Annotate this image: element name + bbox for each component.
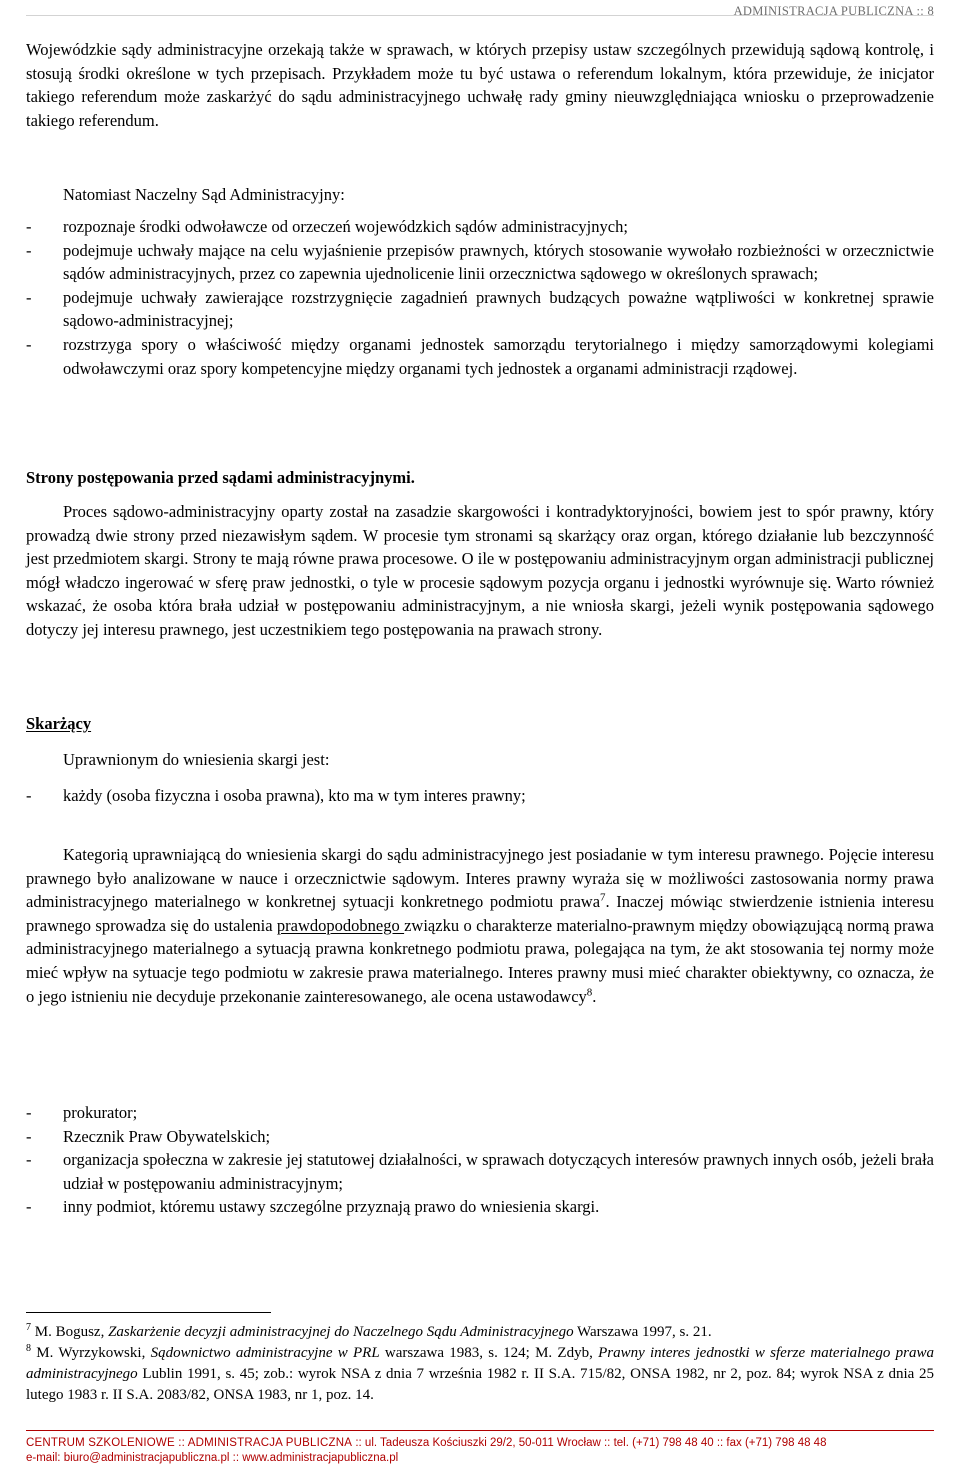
text-run: Lublin 1991, s. 45; zob.: wyrok NSA z dnia 7 września 1982 r. II S.A. 715/82, ONSA 1982, nr 2, poz. 84; wyrok NSA z dnia 25 lutego 1983 r. II S.A. 2083/82, ONSA 1983, nr 1, poz. 14. <box>26 1366 934 1403</box>
list-item-text: rozstrzyga spory o właściwość między organami jednostek samorządu terytorialnego i między samorządowymi kolegiami odwoławczymi oraz spory kompetencyjne między organami tych jednostek a organami administracji rządowej. <box>63 334 934 378</box>
text-run: związku o charakterze materialno-prawnym między obowiązującą normą prawa administracyjnego materialnego a sytuacją prawna konkretnego podmiotu prawa, polegająca na tym, że akt stosowania tej normy może mieć wpływ na sytuacje tego podmiotu w zakresie prawa materialnego. Interes prawny musi mieć charakter obiektywny, co oznacza, że o jego istnieniu nie decyduje przekonanie zainteresowanego, ale ocena ustawodawcy <box>26 915 935 1006</box>
list-dash: - <box>26 334 32 354</box>
footer-rule <box>26 1430 934 1431</box>
list-dash: - <box>26 240 32 260</box>
list-item <box>26 1101 934 1125</box>
italic-title: Zaskarżenie decyzji administracyjnej do Naczelnego Sądu Administracyjnego <box>108 1324 574 1340</box>
footer-contact: e-mail: biuro@administracjapubliczna.pl :: www.administracjapubliczna.pl <box>26 1452 399 1464</box>
list-item <box>26 1148 934 1195</box>
footnote-8 <box>26 1343 934 1406</box>
skarzacy-list-2 <box>26 1101 934 1219</box>
skarzacy-lead: Uprawnionym do wniesienia skargi jest: <box>63 750 330 769</box>
text-run: . Inaczej mówiąc stwierdzenie istnienia interesu prawnego sprowadza się do ustalenia <box>26 892 934 935</box>
list-item <box>26 1195 934 1219</box>
list-dash: - <box>26 1150 32 1170</box>
text-run: warszawa 1983, s. 124; M. Zdyb, <box>379 1345 599 1361</box>
list-item-text: rozpoznaje środki odwoławcze od orzeczeń wojewódzkich sądów administracyjnych; <box>63 217 628 236</box>
list-item-text: inny podmiot, któremu ustawy szczególne przyznają prawo do wniesienia skargi. <box>63 1197 600 1217</box>
footnote-ref-7: 7 <box>600 891 606 904</box>
list-dash: - <box>26 1126 32 1146</box>
footnote-ref-8: 8 <box>586 986 593 999</box>
footer-line-1 <box>26 1436 934 1451</box>
strony-paragraph: Proces sądowo-administracyjny oparty został na zasadzie skargowości i kontradyktoryjności, bowiem jest to spór prawny, który prowadzą dwie strony przed niezawisłym sądem. W procesie tym stronami są skarżący oraz organ, którego działanie lub bezczynność jest przedmiotem skargi. Strony te mają równe prawa procesowe. O ile w postępowaniu administracyjnym organ administracji publicznej mógł władczo ingerować w sferę praw jednostki, o tyle w procesie sądowym pozycja organu i jednostki wyrównuje się. Warto również wskazać, że osoba która brała udział w postępowaniu administracyjnym, a nie wniosła skargi, jeżeli wynik postępowania sądowego dotyczy jej interesu prawnego, jest uczestnikiem tego postępowania na prawach strony. <box>26 502 934 639</box>
list-item-text: organizacja społeczna w zakresie jej statutowej działalności, w sprawach dotyczących interesów prawnych innych osób, jeżeli brała udział w postępowaniu administracyjnym; <box>63 1150 934 1193</box>
list-item <box>26 215 934 239</box>
footer-org: CENTRUM SZKOLENIOWE :: ADMINISTRACJA PUBLICZNA <box>26 1437 353 1449</box>
section-heading-skarzacy: Skarżący <box>26 714 92 733</box>
footnote-7 <box>26 1322 934 1343</box>
footer-address: :: ul. Tadeusza Kościuszki 29/2, 50-011 Wrocław :: tel. (+71) 798 48 40 :: fax (+71) 798 48 48 <box>352 1437 827 1449</box>
skarzacy-list-1 <box>26 784 934 808</box>
text-run: Warszawa 1997, s. 21. <box>573 1324 712 1340</box>
intro-paragraph: Wojewódzkie sądy administracyjne orzekają także w sprawach, w których przepisy ustaw szczególnych przewidują sądową kontrolę, i stosują środki określone w tych przepisach. Przykładem może tu być ustawa o referendum lokalnym, która przewiduje, że inicjator takiego referendum może zaskarżyć do sądu administracyjnego uchwałę rady gminy nieuwzględniająca wniosku o przeprowadzenie takiego referendum. <box>26 40 934 130</box>
list-item-text: podejmuje uchwały zawierające rozstrzygnięcie zagadnień prawnych budzących poważne wątpliwości w konkretnej sprawie sądowo-administracyjnej; <box>63 287 934 331</box>
list-item-text: Rzecznik Praw Obywatelskich; <box>63 1126 271 1146</box>
section-heading-strony: Strony postępowania przed sądami administracyjnymi. <box>26 468 415 487</box>
list-item-text: podejmuje uchwały mające na celu wyjaśnienie przepisów prawnych, których stosowanie wywołało rozbieżności w orzecznictwie sądów administracyjnych, przez co zapewnia ujednolicenie linii orzecznictwa sądowego w określonych sprawach; <box>63 240 934 284</box>
header-rule <box>26 15 934 16</box>
list-dash: - <box>26 287 32 307</box>
list-dash: - <box>26 217 32 236</box>
list-item <box>26 1125 934 1149</box>
list-dash: - <box>26 1103 32 1122</box>
list-item <box>26 333 934 380</box>
list-dash: - <box>26 786 32 805</box>
nsa-lead: Natomiast Naczelny Sąd Administracyjny: <box>63 185 345 204</box>
text-run: . <box>592 986 597 1006</box>
text-run: M. Bogusz, <box>31 1324 109 1340</box>
underlined-text: prawdopodobnego <box>276 915 405 935</box>
list-item-text: prokurator; <box>63 1103 138 1122</box>
interes-prawny-paragraph <box>26 843 934 1008</box>
footnotes <box>26 1322 934 1406</box>
italic-title: Sądownictwo administracyjne w PRL <box>150 1345 380 1361</box>
list-item <box>26 784 934 808</box>
page-footer <box>26 1436 934 1466</box>
footnote-number: 7 <box>26 1322 31 1333</box>
running-header: ADMINISTRACJA PUBLICZNA :: 8 <box>733 4 934 18</box>
italic-title: Prawny interes jednostki w sferze materialnego prawa administracyjnego <box>26 1345 935 1382</box>
list-item <box>26 286 934 333</box>
nsa-competence-list <box>26 215 934 380</box>
text-run: M. Wyrzykowski, <box>31 1345 151 1361</box>
list-dash: - <box>26 1197 32 1217</box>
footnote-separator <box>26 1312 271 1313</box>
list-item-text: każdy (osoba fizyczna i osoba prawna), kto ma w tym interes prawny; <box>63 786 526 805</box>
footnote-number: 8 <box>26 1343 31 1354</box>
text-run: Kategorią uprawniającą do wniesienia skargi do sądu administracyjnego jest posiadanie w tym interesu prawnego. Pojęcie interesu prawnego było analizowane w nauce i orzecznictwie sądowym. Interes prawny wyraża się w możliwości zastosowania normy prawa administracyjnego materialnego w konkretnej sytuacji konkretnego podmiotu prawa <box>26 845 934 912</box>
list-item <box>26 239 934 286</box>
